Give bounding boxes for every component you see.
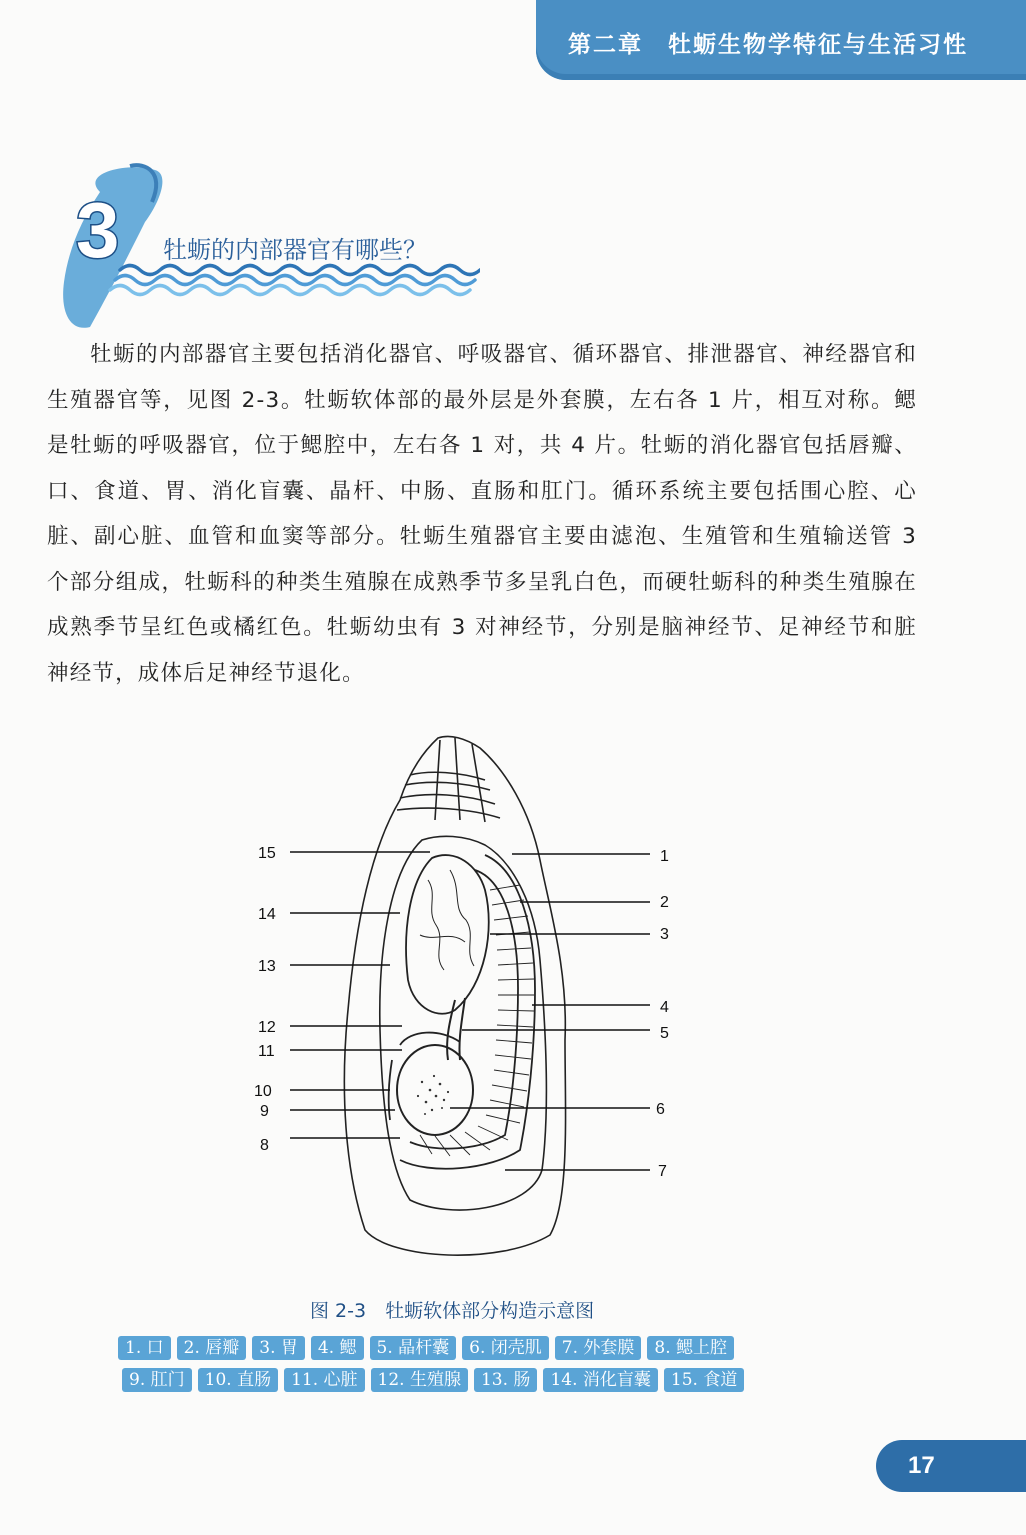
section-number: 3 — [76, 186, 120, 274]
legend-item: 7. 外套膜 — [555, 1336, 642, 1360]
label-1: 1 — [660, 848, 669, 865]
mantle-outline — [380, 836, 547, 1210]
legend-row-2 — [118, 1368, 838, 1392]
legend-item: 2. 唇瓣 — [177, 1336, 247, 1360]
figure-caption: 图 2-3 牡蛎软体部分构造示意图 — [310, 1300, 595, 1322]
digestive-gland — [406, 855, 489, 1014]
legend-item: 1. 口 — [118, 1336, 171, 1360]
adductor-stipple — [417, 1075, 449, 1115]
wave-line-1 — [120, 266, 480, 275]
page-number-tab — [876, 1440, 1026, 1492]
adductor-muscle — [397, 1045, 473, 1135]
wave-line-2 — [115, 276, 475, 285]
wave-line-3 — [110, 286, 470, 295]
legend-item: 6. 闭壳肌 — [462, 1336, 549, 1360]
label-8: 8 — [260, 1137, 269, 1154]
section-title: 牡蛎的内部器官有哪些？ — [163, 236, 427, 264]
label-9: 9 — [260, 1103, 269, 1120]
legend-row-1 — [118, 1336, 838, 1360]
legend-item: 10. 直肠 — [198, 1368, 278, 1392]
body-text — [47, 332, 917, 696]
label-11: 11 — [258, 1043, 275, 1060]
oyster-anatomy-figure — [250, 730, 690, 1260]
legend-item: 11. 心脏 — [284, 1368, 364, 1392]
label-3: 3 — [660, 926, 669, 943]
chapter-title: 第二章 牡蛎生物学特征与生活习性 — [568, 31, 968, 58]
label-7: 7 — [658, 1163, 667, 1180]
legend-item: 4. 鳃 — [311, 1336, 364, 1360]
legend-item: 9. 肛门 — [122, 1368, 192, 1392]
legend-item: 13. 肠 — [474, 1368, 537, 1392]
legend-item: 15. 食道 — [664, 1368, 744, 1392]
label-14: 14 — [258, 906, 276, 923]
label-4: 4 — [660, 999, 669, 1016]
label-10: 10 — [254, 1083, 272, 1100]
legend-item: 5. 晶杆囊 — [370, 1336, 457, 1360]
legend-item: 14. 消化盲囊 — [543, 1368, 657, 1392]
label-13: 13 — [258, 958, 276, 975]
label-6: 6 — [656, 1101, 665, 1118]
label-15: 15 — [258, 845, 276, 862]
label-12: 12 — [258, 1019, 276, 1036]
label-5: 5 — [660, 1025, 669, 1042]
legend-item: 3. 胃 — [252, 1336, 305, 1360]
label-2: 2 — [660, 894, 669, 911]
body-paragraph: 牡蛎的内部器官主要包括消化器官、呼吸器官、循环器官、排泄器官、神经器官和生殖器官等，见图 2-3。牡蛎软体部的最外层是外套膜，左右各 1 片，相互对称。鳃是牡蛎的呼吸器官，位于鳃腔中，左右各 1 对，共 4 片。牡蛎的消化器官包括唇瓣、口、食道、胃、消化盲囊、晶杆、中肠、直肠和肛门。循环系统主要包括围心腔、心脏、副心脏、血管和血窦等部分。牡蛎生殖器官主要由滤泡、生殖管和生殖输送管 3 个部分组成，牡蛎科的种类生殖腺在成熟季节多呈乳白色，而硬牡蛎科的种类生殖腺在成熟季节呈红色或橘红色。牡蛎幼虫有 3 对神经节，分别是脑神经节、足神经节和脏神经节，成体后足神经节退化。 — [47, 342, 917, 686]
legend-item: 12. 生殖腺 — [371, 1368, 468, 1392]
page-number: 17 — [908, 1452, 935, 1479]
figure-legend — [118, 1336, 838, 1392]
heart — [400, 1033, 460, 1045]
shell-outline — [344, 736, 565, 1255]
legend-item: 8. 鳃上腔 — [647, 1336, 734, 1360]
chapter-header — [536, 0, 1026, 80]
